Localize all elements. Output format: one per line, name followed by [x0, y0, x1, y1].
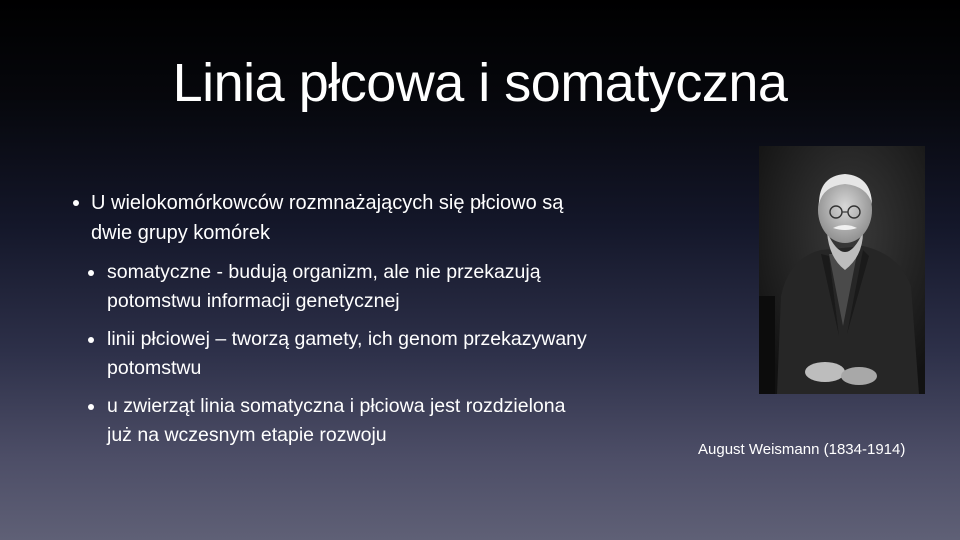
sub-bullet-item: [70, 392, 590, 450]
sub-bullet-item: [70, 258, 590, 316]
bullet-text: linii płciowej – tworzą gamety, ich genom przekazywany potomstwu: [107, 328, 587, 379]
portrait-photo: [759, 146, 925, 394]
bullet-text: U wielokomórkowców rozmnażających się płciowo są dwie grupy komórek: [91, 192, 564, 244]
slide-title: Linia płcowa i somatyczna: [172, 53, 788, 113]
sub-bullet-item: [70, 325, 590, 383]
bullet-list: [70, 188, 590, 450]
bullet-text: somatyczne - budują organizm, ale nie przekazują potomstwu informacji genetycznej: [107, 261, 541, 312]
bullet-dot-icon: [88, 337, 94, 343]
bullet-text: u zwierząt linia somatyczna i płciowa jest rozdzielona już na wczesnym etapie rozwoju: [107, 395, 566, 446]
portrait-caption: August Weismann (1834-1914): [698, 441, 906, 458]
bullet-item: [70, 188, 590, 248]
bullet-dot-icon: [88, 404, 94, 410]
bullet-dot-icon: [88, 270, 94, 276]
bullet-dot-icon: [73, 200, 79, 206]
